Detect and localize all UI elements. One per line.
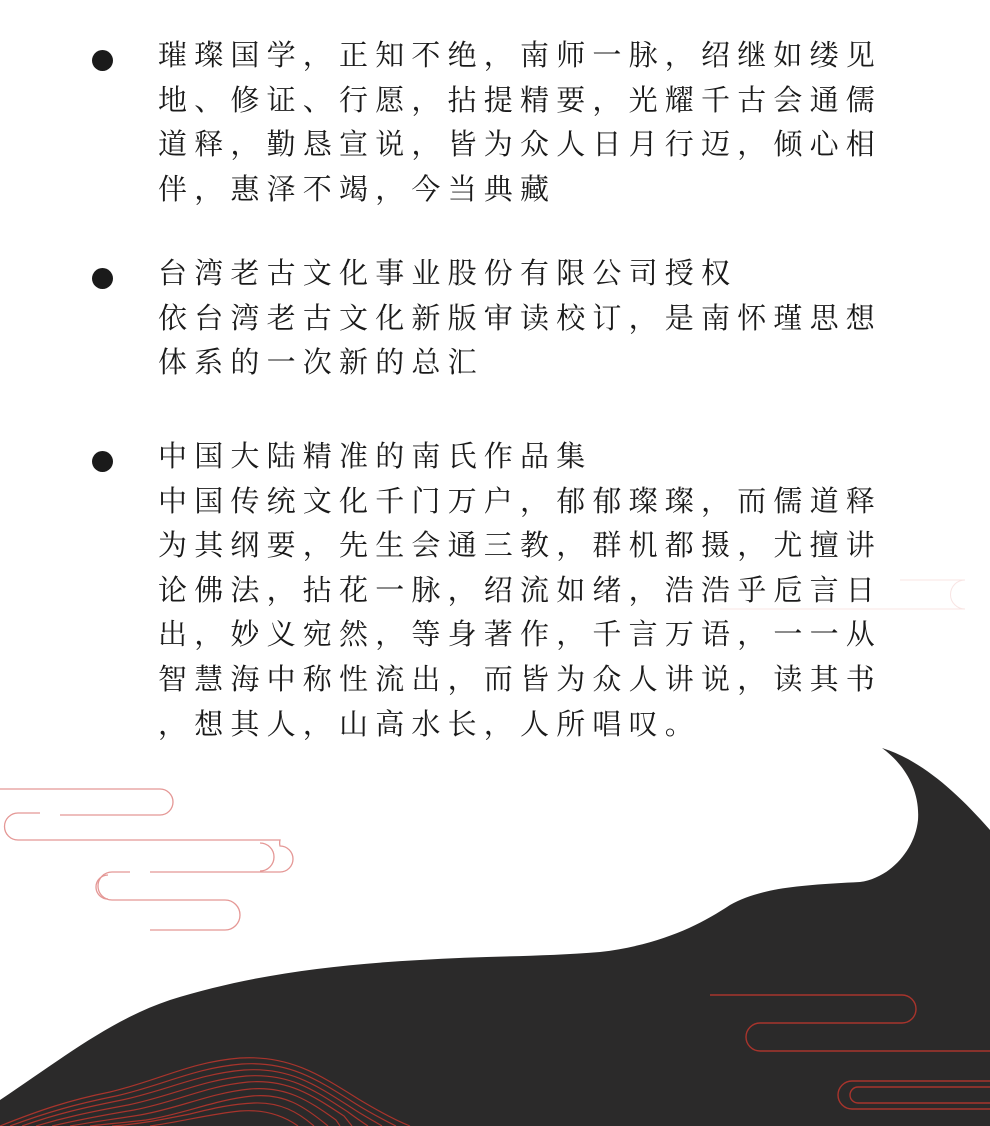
bullet-dot-icon xyxy=(92,451,113,472)
bullet-dot-icon xyxy=(92,268,113,289)
mountain-silhouette xyxy=(0,748,990,1126)
left-cloud-lines xyxy=(0,789,293,930)
bullet-dot-icon xyxy=(92,50,113,71)
bullet-text: 台湾老古文化事业股份有限公司授权 依台湾老古文化新版审读校订，是南怀瑾思想 体系的一次新的总汇 xyxy=(158,256,883,380)
bullet-text: 中国大陆精准的南氏作品集 中国传统文化千门万户，郁郁璨璨，而儒道释 为其纲要，先生会通三教，群机都摄，尤擅讲 论佛法，拈花一脉，绍流如绪，浩浩乎卮言日 出，妙义宛然，等身著作，千言万语，一一从 智慧海中称性流出，而皆为众人讲说，读其书 ，想其人，山高水长，人所唱叹。 xyxy=(158,439,883,741)
bullet-text: 璀璨国学，正知不绝，南师一脉，绍继如缕见 地、修证、行愿，拈提精要，光耀千古会通儒 道释，勤恳宣说，皆为众人日月行迈，倾心相 伴，惠泽不竭，今当典藏 xyxy=(158,38,883,206)
